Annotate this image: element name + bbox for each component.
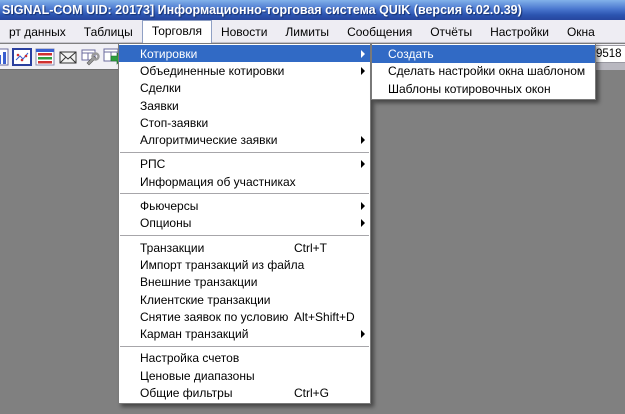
trade-menu-item-label: Внешние транзакции [140, 275, 258, 290]
trade-menu-item-label: Объединенные котировки [140, 63, 285, 78]
trade-menu-separator [120, 152, 369, 153]
trade-menu-item-label: Импорт транзакций из файла [140, 257, 305, 272]
window-title: SIGNAL-COM UID: 20173] Информационно-торговая система QUIK (версия 6.02.0.39) [0, 0, 625, 20]
menubar-item-1[interactable]: рт данных [9, 25, 66, 39]
trade-menu-separator [120, 346, 369, 347]
trade-menu-item-3[interactable] [119, 80, 370, 97]
quotes-submenu-item-3[interactable] [372, 80, 595, 98]
submenu-arrow-icon [361, 136, 365, 144]
trade-menu-item-label: Транзакции [140, 240, 205, 255]
envelope-icon[interactable] [58, 47, 78, 67]
trade-menu-item-11[interactable] [119, 197, 370, 214]
account-field[interactable]: 9518 [590, 45, 625, 63]
trade-menu-item-2[interactable] [119, 62, 370, 79]
trade-menu-item-label: Общие фильтры [140, 385, 233, 400]
trade-menu-item-label: Настройка счетов [140, 351, 240, 366]
trade-menu-separator [120, 193, 369, 194]
trade-menu-item-22[interactable] [119, 367, 370, 384]
quotes-submenu-item-2[interactable] [372, 63, 595, 81]
trade-menu-item-label: Снятие заявок по условию [140, 309, 289, 324]
quotes-submenu-item-label: Шаблоны котировочных окон [388, 81, 551, 96]
trade-menu-item-19[interactable] [119, 325, 370, 342]
trade-menu-item-1[interactable] [119, 45, 370, 62]
menubar-item-9[interactable]: Окна [566, 25, 595, 39]
trade-menu-item-4[interactable] [119, 97, 370, 114]
menubar-item-8[interactable]: Настройки [490, 25, 549, 39]
menubar-item-2[interactable]: Таблицы [83, 25, 133, 39]
trade-menu-item-23[interactable] [119, 384, 370, 401]
trade-menu-item-label: Сделки [140, 81, 181, 96]
trade-menu-item-16[interactable] [119, 274, 370, 291]
submenu-arrow-icon [361, 67, 365, 75]
trade-menu-item-label: Клиентские транзакции [140, 292, 271, 307]
trade-menu-item-18[interactable] [119, 308, 370, 325]
trade-menu-item-shortcut: Ctrl+T [294, 240, 327, 255]
trade-menu-item-shortcut: Ctrl+G [294, 385, 330, 400]
wrench-settings-icon[interactable] [81, 47, 101, 67]
quotes-submenu-item-1[interactable] [372, 45, 595, 63]
quotes-submenu-item-label: Сделать настройки окна шаблоном [388, 64, 586, 79]
menubar-item-4[interactable]: Новости [220, 25, 268, 39]
trade-menu-item-label: Карман транзакций [140, 327, 249, 342]
menubar-item-7[interactable]: Отчёты [430, 25, 473, 39]
menubar-item-6[interactable]: Сообщения [347, 25, 413, 39]
trade-menu-dropdown [118, 43, 371, 404]
menubar-item-5[interactable]: Лимиты [285, 25, 330, 39]
trade-menu-item-label: РПС [140, 157, 166, 172]
trade-menu-item-label: Стоп-заявки [140, 115, 209, 130]
submenu-arrow-icon [361, 160, 365, 168]
trade-menu-item-12[interactable] [119, 215, 370, 232]
submenu-arrow-icon [361, 50, 365, 58]
trade-menu-item-shortcut: Alt+Shift+D [294, 309, 355, 324]
trade-menu-item-15[interactable] [119, 256, 370, 273]
trade-menu-item-label: Алгоритмические заявки [140, 133, 278, 148]
quotes-submenu-item-label: Создать [388, 46, 434, 61]
trade-menu-item-label: Фьючерсы [140, 199, 199, 214]
bar-chart-icon[interactable] [0, 47, 9, 67]
trade-menu-item-17[interactable] [119, 291, 370, 308]
menu-bar [0, 20, 625, 43]
trade-menu-item-label: Опционы [140, 216, 192, 231]
trade-menu-item-label: Заявки [140, 98, 179, 113]
scatter-chart-icon[interactable] [12, 47, 32, 67]
trade-menu-item-label: Котировки [140, 46, 198, 61]
trade-menu-item-8[interactable] [119, 156, 370, 173]
submenu-arrow-icon [361, 219, 365, 227]
trade-menu-separator [120, 235, 369, 236]
trade-menu-item-label: Ценовые диапазоны [140, 368, 255, 383]
trade-menu-item-label: Информация об участниках [140, 174, 296, 189]
trade-menu-item-9[interactable] [119, 173, 370, 190]
menubar-item-3[interactable]: Торговля [142, 20, 212, 43]
quotes-submenu [371, 43, 596, 100]
trade-menu-item-5[interactable] [119, 114, 370, 131]
submenu-arrow-icon [361, 202, 365, 210]
trade-menu-item-14[interactable] [119, 239, 370, 256]
trade-menu-item-21[interactable] [119, 350, 370, 367]
trade-menu-item-6[interactable] [119, 131, 370, 148]
submenu-arrow-icon [361, 330, 365, 338]
quotes-table-icon[interactable] [35, 47, 55, 67]
